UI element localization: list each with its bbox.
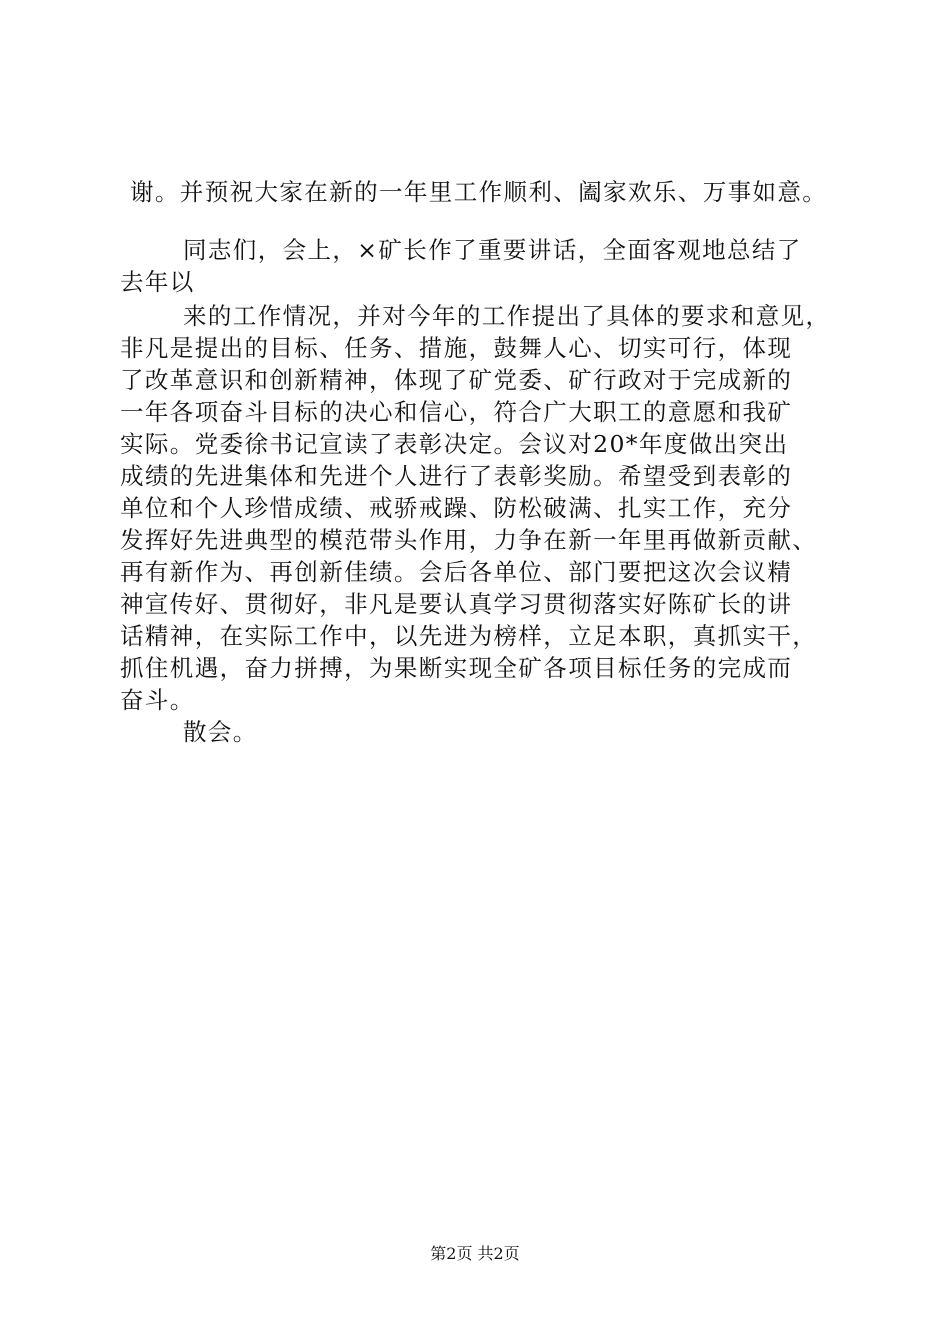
text-line-3: 去年以 <box>120 268 195 296</box>
page-number-footer: 第2页 共2页 <box>430 1244 520 1263</box>
text-line-8: 实际。党委徐书记宣读了表彰决定。会议对20*年度做出突出 <box>120 430 789 458</box>
text-line-4: 来的工作情况，并对今年的工作提出了具体的要求和意见， <box>183 302 831 330</box>
text-line-16: 奋斗。 <box>120 686 195 714</box>
text-line-17: 散会。 <box>183 718 258 746</box>
text-line-2: 同志们，会上，×矿长作了重要讲话，全面客观地总结了 <box>183 236 802 264</box>
text-line-6: 了改革意识和创新精神，体现了矿党委、矿行政对于完成新的 <box>120 366 793 394</box>
text-line-11: 发挥好先进典型的模范带头作用，力争在新一年里再做新贡献、 <box>120 526 818 554</box>
text-line-15: 抓住机遇，奋力拼搏，为果断实现全矿各项目标任务的完成而 <box>120 654 793 682</box>
text-line-13: 神宣传好、贯彻好，非凡是要认真学习贯彻落实好陈矿长的讲 <box>120 590 793 618</box>
text-line-7: 一年各项奋斗目标的决心和信心，符合广大职工的意愿和我矿 <box>120 398 793 426</box>
text-line-10: 单位和个人珍惜成绩、戒骄戒躁、防松破满、扎实工作，充分 <box>120 494 793 522</box>
text-line-14: 话精神，在实际工作中，以先进为榜样，立足本职，真抓实干， <box>120 622 818 650</box>
text-line-12: 再有新作为、再创新佳绩。会后各单位、部门要把这次会议精 <box>120 558 793 586</box>
text-line-5: 非凡是提出的目标、任务、措施，鼓舞人心、切实可行，体现 <box>120 334 793 362</box>
text-line-1: 谢。并预祝大家在新的一年里工作顺利、阖家欢乐、万事如意。 <box>130 178 828 206</box>
text-line-9: 成绩的先进集体和先进个人进行了表彰奖励。希望受到表彰的 <box>120 462 793 490</box>
